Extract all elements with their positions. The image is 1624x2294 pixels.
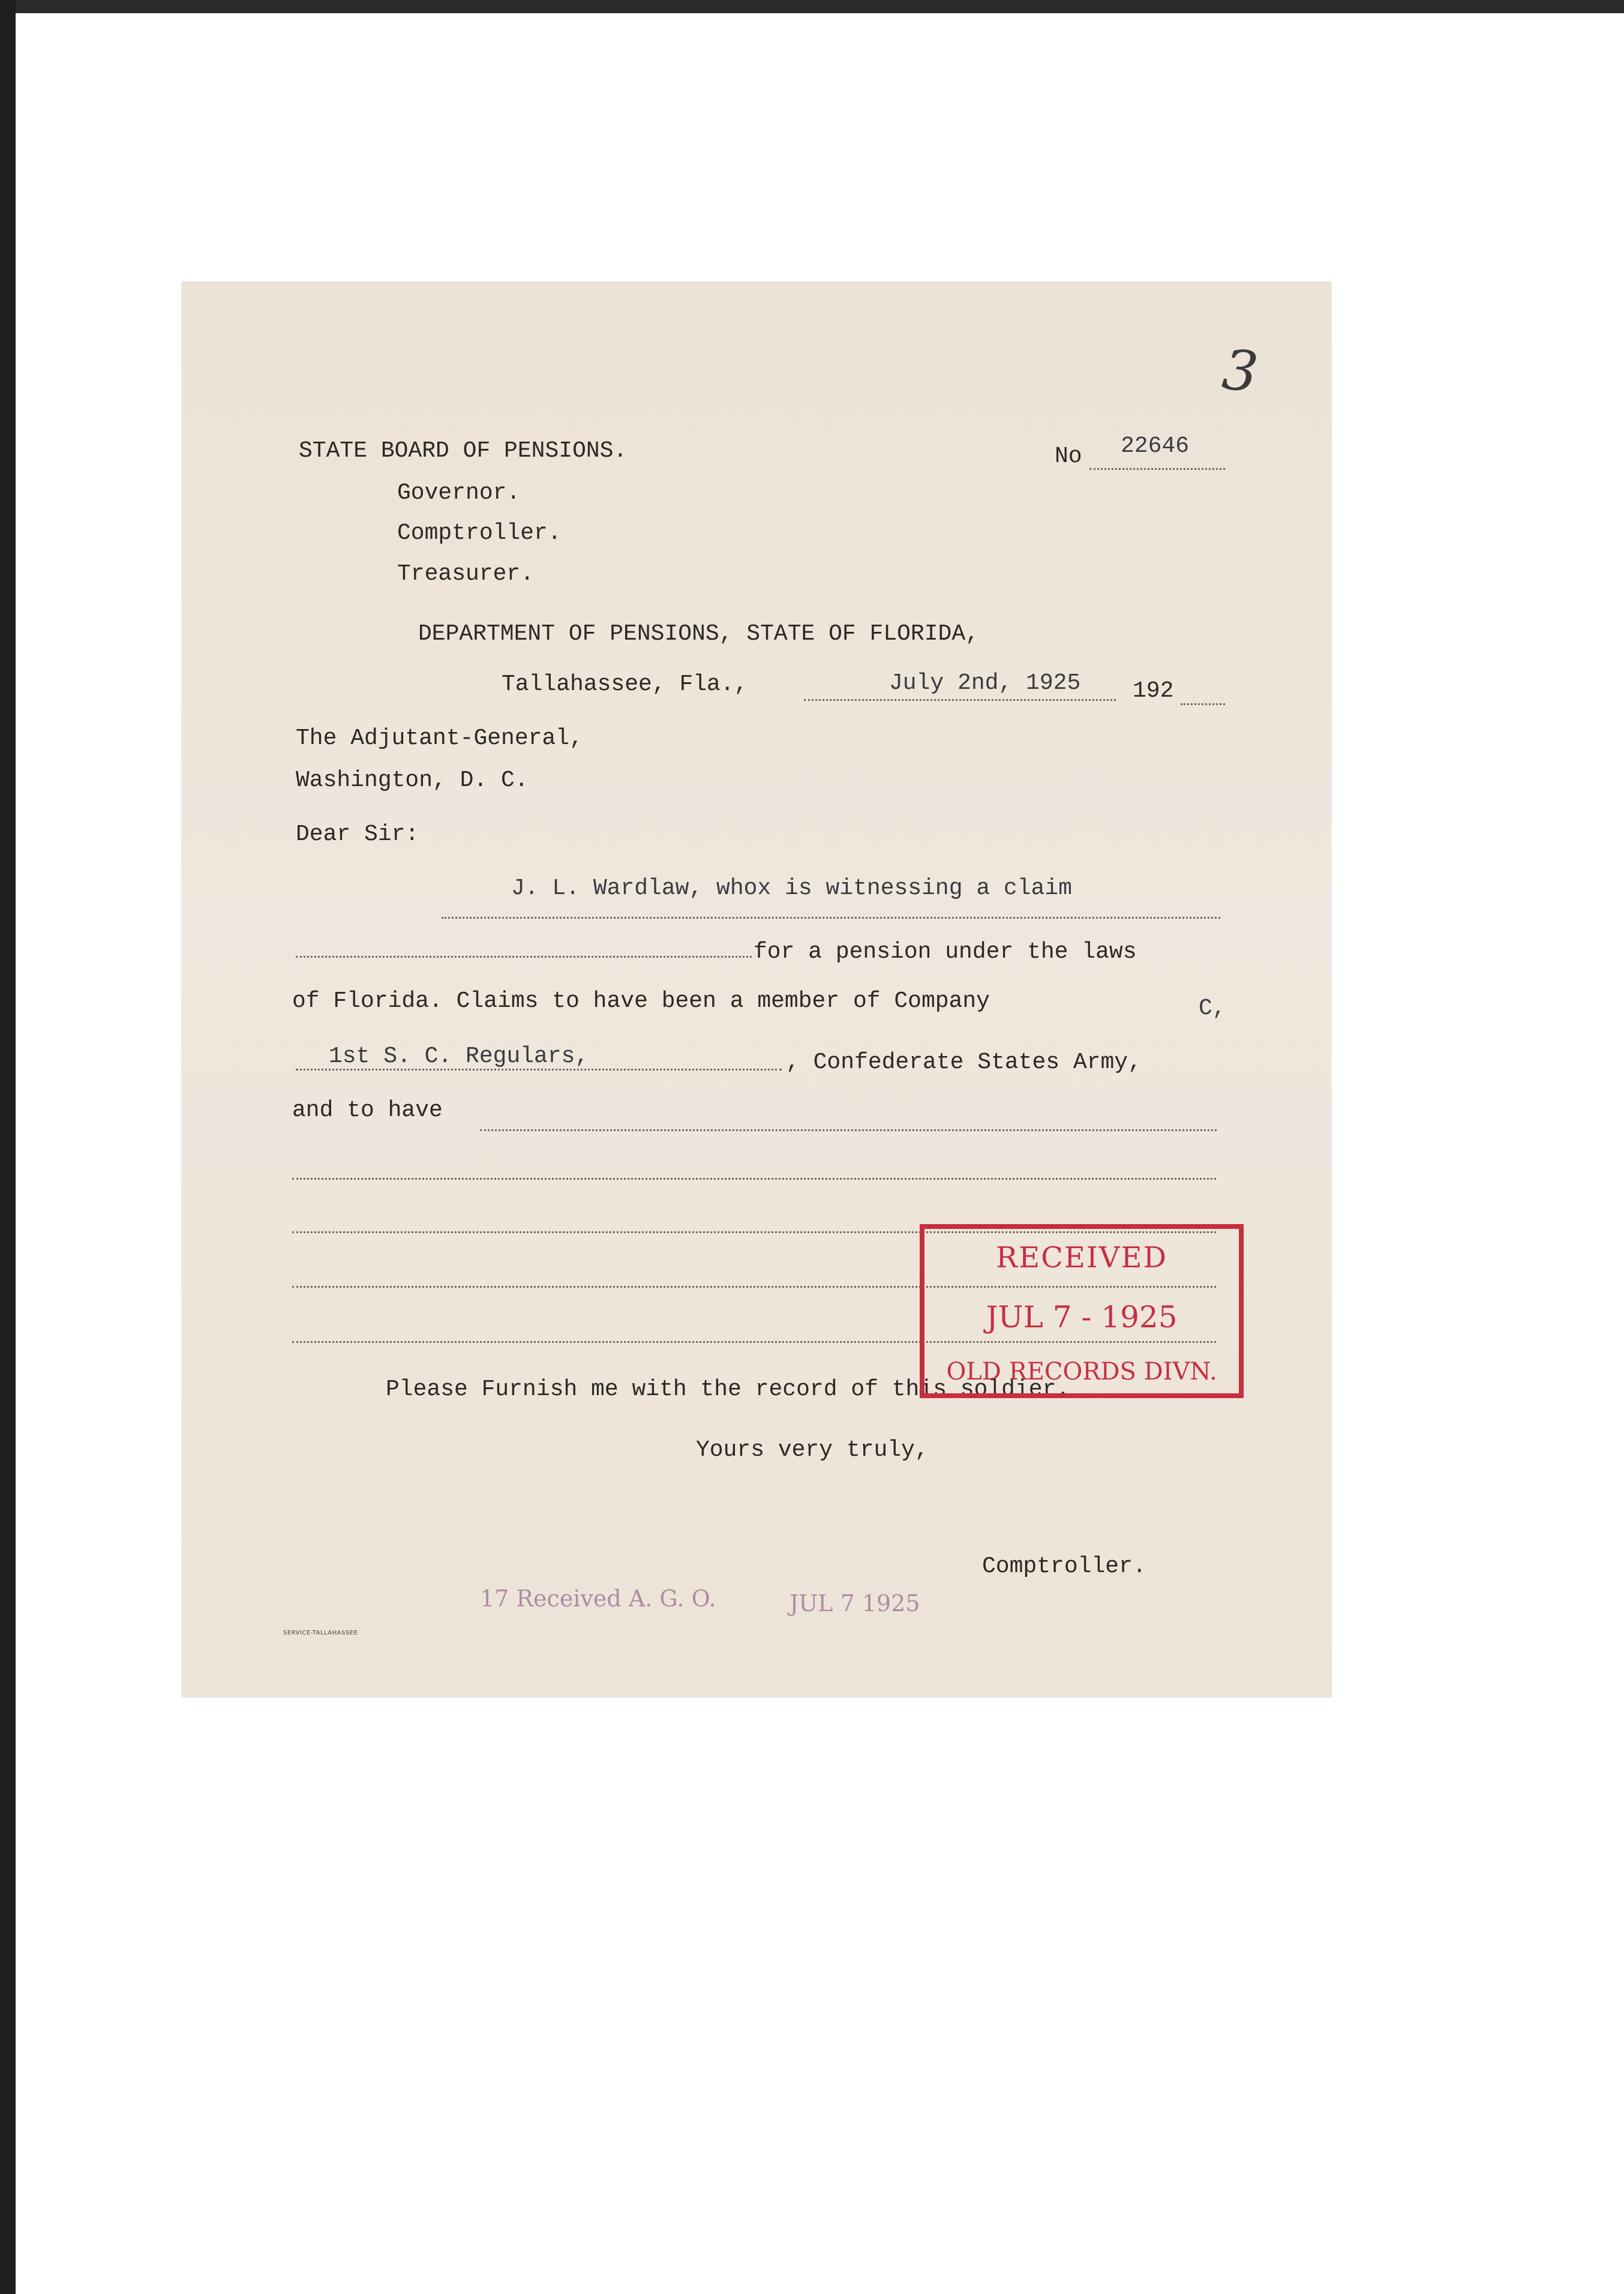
regiment-typed: 1st S. C. Regulars,	[329, 1043, 589, 1069]
received-stamp	[920, 1224, 1244, 1398]
place-line: Tallahassee, Fla.,	[502, 671, 748, 697]
stamp-received-date: JUL 7 - 1925	[986, 1300, 1178, 1335]
number-underline	[1089, 468, 1225, 470]
body-line3: of Florida. Claims to have been a member of Company	[292, 988, 990, 1014]
body-line4: , Confederate States Army,	[786, 1049, 1142, 1075]
date-suffix: 192	[1133, 678, 1174, 704]
addressee-line2: Washington, D. C.	[296, 767, 529, 793]
date-suffix-underline	[1181, 703, 1225, 705]
line2-underline	[296, 956, 752, 958]
scan-edge-left	[0, 0, 16, 2294]
salutation: Dear Sir:	[296, 821, 419, 847]
claim-number: 22646	[1121, 433, 1190, 459]
company-typed: C,	[1199, 995, 1226, 1021]
stamp-received-division: OLD RECORDS DIVN.	[946, 1358, 1217, 1386]
record-request: Please Furnish me with the record of this soldier.	[386, 1377, 1070, 1402]
pencil-page-number: 3	[1219, 337, 1261, 405]
member-comptroller: Comptroller.	[397, 520, 562, 546]
claimant-underline	[442, 917, 1220, 919]
department-line: DEPARTMENT OF PENSIONS, STATE OF FLORIDA,	[418, 621, 979, 647]
number-label: No	[1055, 443, 1082, 469]
blank-line-2	[292, 1178, 1216, 1180]
letter-date: July 2nd, 1925	[889, 670, 1081, 696]
claimant-typed: J. L. Wardlaw, whox is witnessing a claim	[511, 875, 1072, 901]
ago-stamp-text: 17 Received A. G. O.	[480, 1585, 716, 1612]
member-treasurer: Treasurer.	[397, 561, 535, 587]
ago-stamp-date: JUL 7 1925	[790, 1590, 920, 1617]
member-governor: Governor.	[397, 480, 521, 506]
body-line5: and to have	[292, 1097, 443, 1123]
signature-title: Comptroller.	[982, 1554, 1146, 1579]
addressee-line1: The Adjutant-General,	[296, 725, 583, 751]
printer-mark: SERVICE-TALLAHASSEE	[283, 1630, 358, 1636]
valediction: Yours very truly,	[696, 1437, 929, 1463]
date-underline	[804, 699, 1116, 701]
board-title: STATE BOARD OF PENSIONS.	[299, 438, 628, 464]
body-line2: for a pension under the laws	[754, 939, 1137, 965]
stamp-received-label: RECEIVED	[995, 1241, 1168, 1275]
blank-line-1	[480, 1129, 1217, 1131]
scan-edge-top	[0, 0, 1624, 13]
